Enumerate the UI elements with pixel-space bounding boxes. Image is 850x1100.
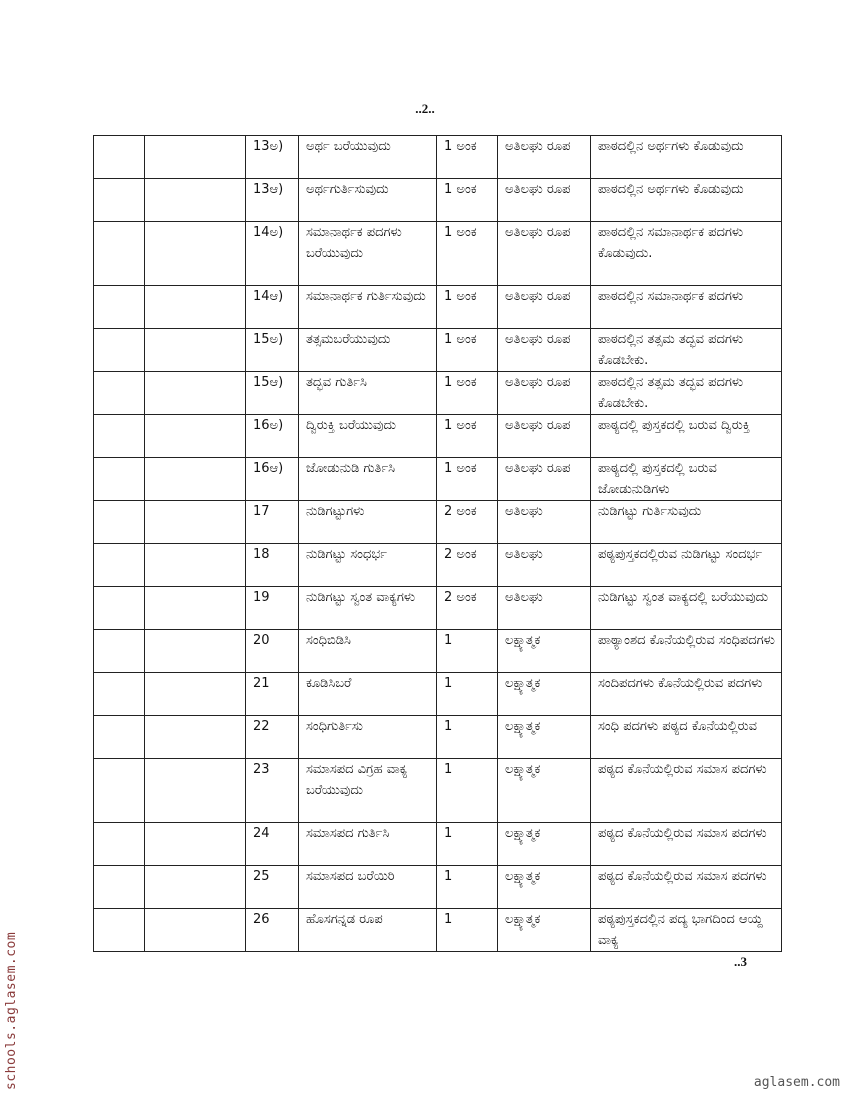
question-type-cell: ಜೋಡುನುಡಿ ಗುರ್ತಿಸಿ: [299, 458, 437, 501]
marks-cell: 1 ಅಂಕ: [437, 372, 498, 415]
question-number-cell: 14ಆ): [246, 286, 299, 329]
question-number-cell: 16ಆ): [246, 458, 299, 501]
table-row: [94, 587, 782, 630]
table-row: [94, 415, 782, 458]
description-cell: ಪಾಠ್ಯದಲ್ಲಿ ಪುಸ್ತಕದಲ್ಲಿ ಬರುವ ದ್ವಿರುಕ್ತಿ: [591, 415, 782, 458]
topic-cell: [145, 222, 246, 286]
answer-type-cell: ಅತಿಲಘು ರೂಪ: [498, 458, 591, 501]
unit-cell: [94, 286, 145, 329]
topic-cell: [145, 415, 246, 458]
marks-cell: 2 ಅಂಕ: [437, 544, 498, 587]
answer-type-cell: ಲಕ್ಷ್ಯಾತ್ಮಕ: [498, 630, 591, 673]
description-cell: ಪಾಠ್ಯಾಂಶದ ಕೊನೆಯಲ್ಲಿರುವ ಸಂಧಿಪದಗಳು: [591, 630, 782, 673]
description-cell: ಪಠ್ಯದ ಕೊನೆಯಲ್ಲಿರುವ ಸಮಾಸ ಪದಗಳು: [591, 759, 782, 823]
unit-cell: [94, 222, 145, 286]
answer-type-cell: ಲಕ್ಷ್ಯಾತ್ಮಕ: [498, 823, 591, 866]
answer-type-cell: ಅತಿಲಘು: [498, 544, 591, 587]
answer-type-cell: ಅತಿಲಘು: [498, 587, 591, 630]
description-cell: ಪಠ್ಯಪುಸ್ತಕದಲ್ಲಿನ ಪದ್ಯ ಭಾಗದಿಂದ ಆಯ್ದ ವಾಕ್ಯ: [591, 909, 782, 952]
question-number-cell: 15ಆ): [246, 372, 299, 415]
question-type-cell: ಸಮಾಸಪದ ಬರೆಯಿರಿ: [299, 866, 437, 909]
question-number-cell: 13ಅ): [246, 136, 299, 179]
marks-cell: 1: [437, 673, 498, 716]
question-number-cell: 14ಅ): [246, 222, 299, 286]
page-number-header: ..2..: [415, 101, 435, 116]
topic-cell: [145, 673, 246, 716]
question-number-cell: 20: [246, 630, 299, 673]
corner-watermark: aglasem.com: [753, 1075, 840, 1090]
description-cell: ಪಾಠದಲ್ಲಿನ ತತ್ಸಮ ತದ್ಭವ ಪದಗಳು ಕೊಡಬೇಕು.: [591, 372, 782, 415]
topic-cell: [145, 372, 246, 415]
answer-type-cell: ಅತಿಲಘು ರೂಪ: [498, 286, 591, 329]
question-type-cell: ಸಮಾಸಪದ ಗುರ್ತಿಸಿ: [299, 823, 437, 866]
topic-cell: [145, 909, 246, 952]
question-number-cell: 19: [246, 587, 299, 630]
table-row: [94, 501, 782, 544]
topic-cell: [145, 501, 246, 544]
description-cell: ಪಾಠದಲ್ಲಿನ ಸಮಾನಾರ್ಥಕ ಪದಗಳು: [591, 286, 782, 329]
question-number-cell: 22: [246, 716, 299, 759]
description-cell: ನುಡಿಗಟ್ಟು ಗುರ್ತಿಸುವುದು: [591, 501, 782, 544]
unit-cell: [94, 458, 145, 501]
question-type-cell: ತತ್ಸಮಬರೆಯುವುದು: [299, 329, 437, 372]
description-cell: ಪಾಠದಲ್ಲಿನ ತತ್ಸಮ ತದ್ಭವ ಪದಗಳು ಕೊಡಬೇಕು.: [591, 329, 782, 372]
answer-type-cell: ಲಕ್ಷ್ಯಾತ್ಮಕ: [498, 673, 591, 716]
syllabus-blueprint-table: [93, 135, 782, 952]
question-type-cell: ನುಡಿಗಟ್ಟು ಸ್ವಂತ ವಾಕ್ಯಗಳು: [299, 587, 437, 630]
marks-cell: 1: [437, 759, 498, 823]
unit-cell: [94, 329, 145, 372]
topic-cell: [145, 759, 246, 823]
description-cell: ಪಾಠ್ಯದಲ್ಲಿ ಪುಸ್ತಕದಲ್ಲಿ ಬರುವ ಜೋಡುನುಡಿಗಳು: [591, 458, 782, 501]
unit-cell: [94, 716, 145, 759]
answer-type-cell: ಲಕ್ಷ್ಯಾತ್ಮಕ: [498, 759, 591, 823]
marks-cell: 2 ಅಂಕ: [437, 587, 498, 630]
question-type-cell: ಹೊಸಗನ್ನಡ ರೂಪ: [299, 909, 437, 952]
question-number-cell: 23: [246, 759, 299, 823]
page-continuation-footer: ..3: [734, 954, 747, 969]
description-cell: ನುಡಿಗಟ್ಟು ಸ್ವಂತ ವಾಕ್ಯದಲ್ಲಿ ಬರೆಯುವುದು: [591, 587, 782, 630]
side-watermark: schools.aglasem.com: [4, 931, 19, 1090]
table-row: [94, 329, 782, 372]
unit-cell: [94, 372, 145, 415]
marks-cell: 1: [437, 630, 498, 673]
description-cell: ಪಠ್ಯದ ಕೊನೆಯಲ್ಲಿರುವ ಸಮಾಸ ಪದಗಳು: [591, 866, 782, 909]
marks-cell: 2 ಅಂಕ: [437, 501, 498, 544]
unit-cell: [94, 544, 145, 587]
question-type-cell: ಸಮಾನಾರ್ಥಕ ಗುರ್ತಿಸುವುದು: [299, 286, 437, 329]
unit-cell: [94, 823, 145, 866]
question-type-cell: ಸಂಧಿಗುರ್ತಿಸು: [299, 716, 437, 759]
question-type-cell: ನುಡಿಗಟ್ಟು ಸಂಧರ್ಭ: [299, 544, 437, 587]
question-type-cell: ಸಮಾಸಪದ ವಿಗ್ರಹ ವಾಕ್ಯ ಬರೆಯುವುದು: [299, 759, 437, 823]
table-row: [94, 866, 782, 909]
table-row: [94, 222, 782, 286]
unit-cell: [94, 415, 145, 458]
question-number-cell: 18: [246, 544, 299, 587]
question-type-cell: ನುಡಿಗಟ್ಟುಗಳು: [299, 501, 437, 544]
marks-cell: 1 ಅಂಕ: [437, 329, 498, 372]
table-row: [94, 759, 782, 823]
topic-cell: [145, 286, 246, 329]
question-type-cell: ಸಮಾನಾರ್ಥಕ ಪದಗಳು ಬರೆಯುವುದು: [299, 222, 437, 286]
question-type-cell: ಅರ್ಥಗುರ್ತಿಸುವುದು: [299, 179, 437, 222]
question-number-cell: 24: [246, 823, 299, 866]
table-row: [94, 716, 782, 759]
answer-type-cell: ಅತಿಲಘು ರೂಪ: [498, 136, 591, 179]
description-cell: ಪಾಠದಲ್ಲಿನ ಅರ್ಥಗಳು ಕೊಡುವುದು: [591, 136, 782, 179]
marks-cell: 1: [437, 716, 498, 759]
table-body: [94, 136, 782, 952]
description-cell: ಪಾಠದಲ್ಲಿನ ಅರ್ಥಗಳು ಕೊಡುವುದು: [591, 179, 782, 222]
question-number-cell: 21: [246, 673, 299, 716]
table-row: [94, 179, 782, 222]
question-type-cell: ದ್ವಿರುಕ್ತಿ ಬರೆಯುವುದು: [299, 415, 437, 458]
marks-cell: 1 ಅಂಕ: [437, 179, 498, 222]
question-type-cell: ತದ್ಭವ ಗುರ್ತಿಸಿ: [299, 372, 437, 415]
question-number-cell: 26: [246, 909, 299, 952]
answer-type-cell: ಅತಿಲಘು ರೂಪ: [498, 179, 591, 222]
table-row: [94, 909, 782, 952]
unit-cell: [94, 909, 145, 952]
marks-cell: 1 ಅಂಕ: [437, 222, 498, 286]
unit-cell: [94, 866, 145, 909]
question-number-cell: 17: [246, 501, 299, 544]
unit-cell: [94, 179, 145, 222]
unit-cell: [94, 673, 145, 716]
answer-type-cell: ಅತಿಲಘು ರೂಪ: [498, 415, 591, 458]
table-row: [94, 458, 782, 501]
unit-cell: [94, 501, 145, 544]
table-row: [94, 136, 782, 179]
marks-cell: 1 ಅಂಕ: [437, 415, 498, 458]
topic-cell: [145, 179, 246, 222]
answer-type-cell: ಅತಿಲಘು ರೂಪ: [498, 329, 591, 372]
question-number-cell: 25: [246, 866, 299, 909]
table-row: [94, 544, 782, 587]
question-type-cell: ಸಂಧಿಬಿಡಿಸಿ: [299, 630, 437, 673]
topic-cell: [145, 716, 246, 759]
table-row: [94, 823, 782, 866]
marks-cell: 1 ಅಂಕ: [437, 136, 498, 179]
answer-type-cell: ಲಕ್ಷ್ಯಾತ್ಮಕ: [498, 716, 591, 759]
topic-cell: [145, 544, 246, 587]
marks-cell: 1: [437, 823, 498, 866]
description-cell: ಪಠ್ಯದ ಕೊನೆಯಲ್ಲಿರುವ ಸಮಾಸ ಪದಗಳು: [591, 823, 782, 866]
table-row: [94, 673, 782, 716]
topic-cell: [145, 136, 246, 179]
topic-cell: [145, 823, 246, 866]
answer-type-cell: ಲಕ್ಷ್ಯಾತ್ಮಕ: [498, 909, 591, 952]
table-row: [94, 286, 782, 329]
answer-type-cell: ಅತಿಲಘು: [498, 501, 591, 544]
answer-type-cell: ಅತಿಲಘು ರೂಪ: [498, 372, 591, 415]
topic-cell: [145, 587, 246, 630]
topic-cell: [145, 630, 246, 673]
topic-cell: [145, 866, 246, 909]
question-type-cell: ಕೂಡಿಸಿಬರೆ: [299, 673, 437, 716]
marks-cell: 1 ಅಂಕ: [437, 458, 498, 501]
question-type-cell: ಅರ್ಥ ಬರೆಯುವುದು: [299, 136, 437, 179]
description-cell: ಪಠ್ಯಪುಸ್ತಕದಲ್ಲಿರುವ ನುಡಿಗಟ್ಟು ಸಂದರ್ಭ: [591, 544, 782, 587]
marks-cell: 1: [437, 909, 498, 952]
unit-cell: [94, 630, 145, 673]
marks-cell: 1 ಅಂಕ: [437, 286, 498, 329]
answer-type-cell: ಅತಿಲಘು ರೂಪ: [498, 222, 591, 286]
unit-cell: [94, 136, 145, 179]
topic-cell: [145, 329, 246, 372]
question-number-cell: 16ಅ): [246, 415, 299, 458]
topic-cell: [145, 458, 246, 501]
description-cell: ಸಂದಿಪದಗಳು ಕೊನೆಯಲ್ಲಿರುವ ಪದಗಳು: [591, 673, 782, 716]
table-row: [94, 372, 782, 415]
unit-cell: [94, 759, 145, 823]
question-number-cell: 15ಅ): [246, 329, 299, 372]
unit-cell: [94, 587, 145, 630]
question-number-cell: 13ಆ): [246, 179, 299, 222]
description-cell: ಪಾಠದಲ್ಲಿನ ಸಮಾನಾರ್ಥಕ ಪದಗಳು ಕೊಡುವುದು.: [591, 222, 782, 286]
answer-type-cell: ಲಕ್ಷ್ಯಾತ್ಮಕ: [498, 866, 591, 909]
description-cell: ಸಂಧಿ ಪದಗಳು ಪಠ್ಯದ ಕೊನೆಯಲ್ಲಿರುವ: [591, 716, 782, 759]
marks-cell: 1: [437, 866, 498, 909]
table-row: [94, 630, 782, 673]
